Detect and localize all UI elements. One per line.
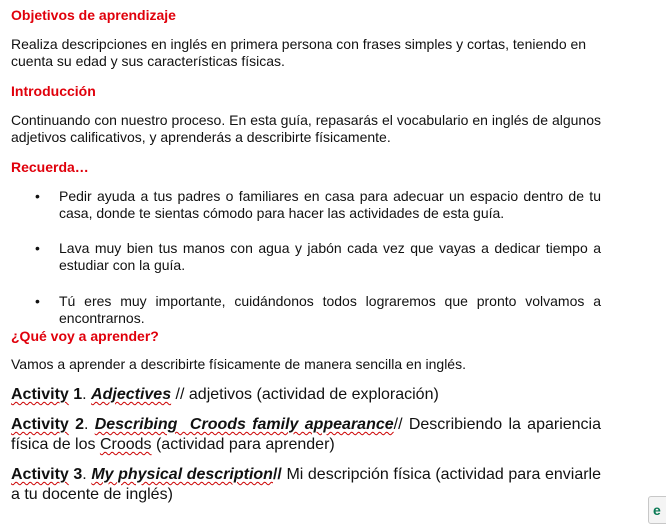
list-item [35,188,601,222]
activity-title: Describing Croods family appearance [94,416,394,433]
app-glyph: e [653,502,661,518]
list-item [35,293,601,327]
objetivos-text: Realiza descripciones en inglés en primera persona con frases simples y cortas, teniendo en cuenta su edad y sus características físicas. [11,36,587,69]
activity-label: Activity [11,416,69,433]
activity-number: 3 [73,466,83,483]
bullet-icon: • [35,293,40,309]
activity-description-word: Croods [99,436,152,453]
recuerda-heading: Recuerda… [11,159,89,175]
activity-2: Activity 2. Describing Croods family appearance// Describiendo la apariencia física de los Croods (actividad para aprender) [11,416,602,453]
activity-title: My physical description [91,466,273,483]
activity-description: adjetivos (actividad de exploración) [188,386,439,403]
activity-description: Mi descripción física (actividad para enviarle a tu docente de inglés) [11,466,601,503]
activity-separator: // [272,466,282,483]
objetivos-heading: Objetivos de aprendizaje [11,7,176,23]
introduccion-text: Continuando con nuestro proceso. En esta guía, repasarás el vocabulario en inglés de algunos adjetivos calificativos, y aprenderás a describirte físicamente. [11,112,601,145]
activity-number: 2 [75,416,84,433]
bullet-icon: • [35,240,40,256]
introduccion-heading: Introducción [11,83,96,99]
aprender-text: Vamos a aprender a describirte físicamente de manera sencilla en inglés. [11,356,466,372]
bullet-icon: • [35,188,40,204]
activity-label: Activity [11,466,69,483]
aprender-heading: ¿Qué voy a aprender? [11,328,159,344]
activity-separator: // [175,386,185,403]
list-item-text: Pedir ayuda a tus padres o familiares en casa para adecuar un espacio dentro de tu casa, donde te sientas cómodo para hacer las actividades de esta guía. [59,188,601,221]
activity-separator: // [393,416,403,433]
list-item [35,240,601,274]
activity-label: Activity [11,386,69,403]
activity-description: Describiendo la apariencia física de los [11,416,602,453]
activity-1: Activity 1. Adjectives // adjetivos (actividad de exploración) [11,386,439,403]
word-app-icon[interactable] [648,496,666,524]
list-item-text: Lava muy bien tus manos con agua y jabón cada vez que vayas a dedicar tiempo a estudiar con la guía. [59,240,601,273]
activity-3: Activity 3. My physical description// Mi descripción física (actividad para enviarle a tu docente de inglés) [11,466,601,503]
activity-number: 1 [73,386,83,403]
list-item-text: Tú eres muy importante, cuidándonos todos lograremos que pronto volvamos a encontrarnos. [59,293,601,326]
activity-title: Adjectives [91,386,172,403]
activity-description-end: (actividad para aprender) [155,436,335,453]
